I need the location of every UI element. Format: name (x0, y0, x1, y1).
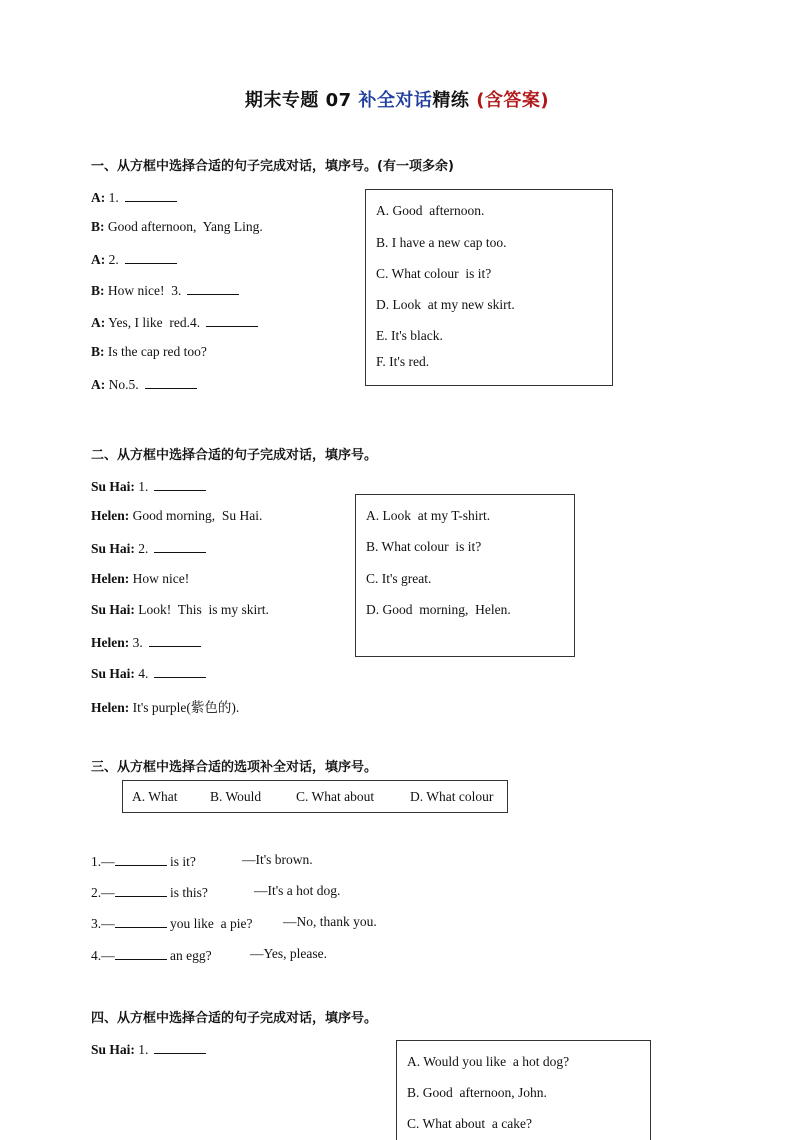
answer-blank[interactable] (154, 539, 206, 553)
dialogue-line: B: How nice! 3. (91, 281, 239, 299)
question-item: 4.— an egg? (91, 948, 212, 963)
dialogue-line: A: 2. (91, 250, 177, 268)
title-part4: (含答案) (476, 90, 550, 111)
dialogue-line: A: Yes, I like red.4. (91, 313, 258, 331)
title-part2: 补全对话 (358, 90, 433, 111)
answer-blank[interactable] (125, 250, 177, 264)
dialogue-line: B: Is the cap red too? (91, 344, 207, 359)
answer-blank[interactable] (149, 633, 201, 647)
option-item: B. What colour is it? (366, 539, 482, 554)
dialogue-line: Su Hai: 1. (91, 477, 206, 495)
option-item: C. What about (296, 789, 375, 804)
answer-text: —No, thank you. (283, 914, 377, 929)
answer-blank[interactable] (145, 375, 197, 389)
answer-text: —Yes, please. (250, 946, 327, 961)
section1-heading: 一、从方框中选择合适的句子完成对话，填序号。(有一项多余) (91, 159, 454, 174)
answer-blank[interactable] (154, 664, 206, 678)
title-part1: 期末专题 07 (244, 90, 359, 111)
answer-blank[interactable] (125, 188, 177, 202)
dialogue-line: A: No.5. (91, 375, 197, 393)
dialogue-line: Su Hai: Look! This is my skirt. (91, 602, 269, 617)
option-item: C. What about a cake? (407, 1116, 532, 1131)
answer-blank[interactable] (115, 883, 167, 897)
question-item: 3.— you like a pie? (91, 916, 253, 931)
options-box (122, 780, 508, 813)
option-item: A. Good afternoon. (376, 203, 485, 218)
option-item: A. Would you like a hot dog? (407, 1054, 570, 1069)
question-item: 1.— is it? (91, 854, 196, 869)
dialogue-line: Su Hai: 2. (91, 539, 206, 557)
dialogue-line: Helen: 3. (91, 633, 201, 651)
answer-text: —It's brown. (242, 852, 313, 867)
dialogue-line: B: Good afternoon, Yang Ling. (91, 219, 263, 234)
option-item: B. I have a new cap too. (376, 235, 507, 250)
answer-text: —It's a hot dog. (254, 883, 341, 898)
option-item: A. Look at my T-shirt. (366, 508, 491, 523)
answer-blank[interactable] (187, 281, 239, 295)
option-item: A. What (132, 789, 178, 804)
option-item: C. It's great. (366, 571, 432, 586)
page-title (0, 86, 794, 112)
answer-blank[interactable] (115, 946, 167, 960)
title-part3: 精练 (432, 90, 477, 111)
answer-blank[interactable] (206, 313, 258, 327)
dialogue-line: Helen: It's purple(紫色的). (91, 700, 240, 715)
option-item: B. Good afternoon, John. (407, 1085, 547, 1100)
option-item: B. Would (210, 789, 262, 804)
answer-blank[interactable] (154, 1040, 206, 1054)
answer-blank[interactable] (154, 477, 206, 491)
options-box (396, 1040, 651, 1140)
section4-heading: 四、从方框中选择合适的句子完成对话，填序号。 (91, 1011, 378, 1026)
dialogue-line: Helen: How nice! (91, 571, 190, 586)
options-box (355, 494, 575, 657)
answer-blank[interactable] (115, 852, 167, 866)
option-item: C. What colour is it? (376, 266, 492, 281)
option-item: D. What colour (410, 789, 494, 804)
section3-heading: 三、从方框中选择合适的选项补全对话，填序号。 (91, 760, 378, 775)
section2-heading: 二、从方框中选择合适的句子完成对话，填序号。 (91, 448, 378, 463)
answer-blank[interactable] (115, 914, 167, 928)
dialogue-line: Su Hai: 1. (91, 1040, 206, 1058)
dialogue-line: A: 1. (91, 188, 177, 206)
option-item: F. It's red. (376, 354, 430, 369)
question-item: 2.— is this? (91, 885, 208, 900)
options-box (365, 189, 613, 386)
dialogue-line: Su Hai: 4. (91, 664, 206, 682)
option-item: D. Look at my new skirt. (376, 297, 515, 312)
option-item: D. Good morning, Helen. (366, 602, 511, 617)
dialogue-line: Helen: Good morning, Su Hai. (91, 508, 263, 523)
option-item: E. It's black. (376, 328, 443, 343)
